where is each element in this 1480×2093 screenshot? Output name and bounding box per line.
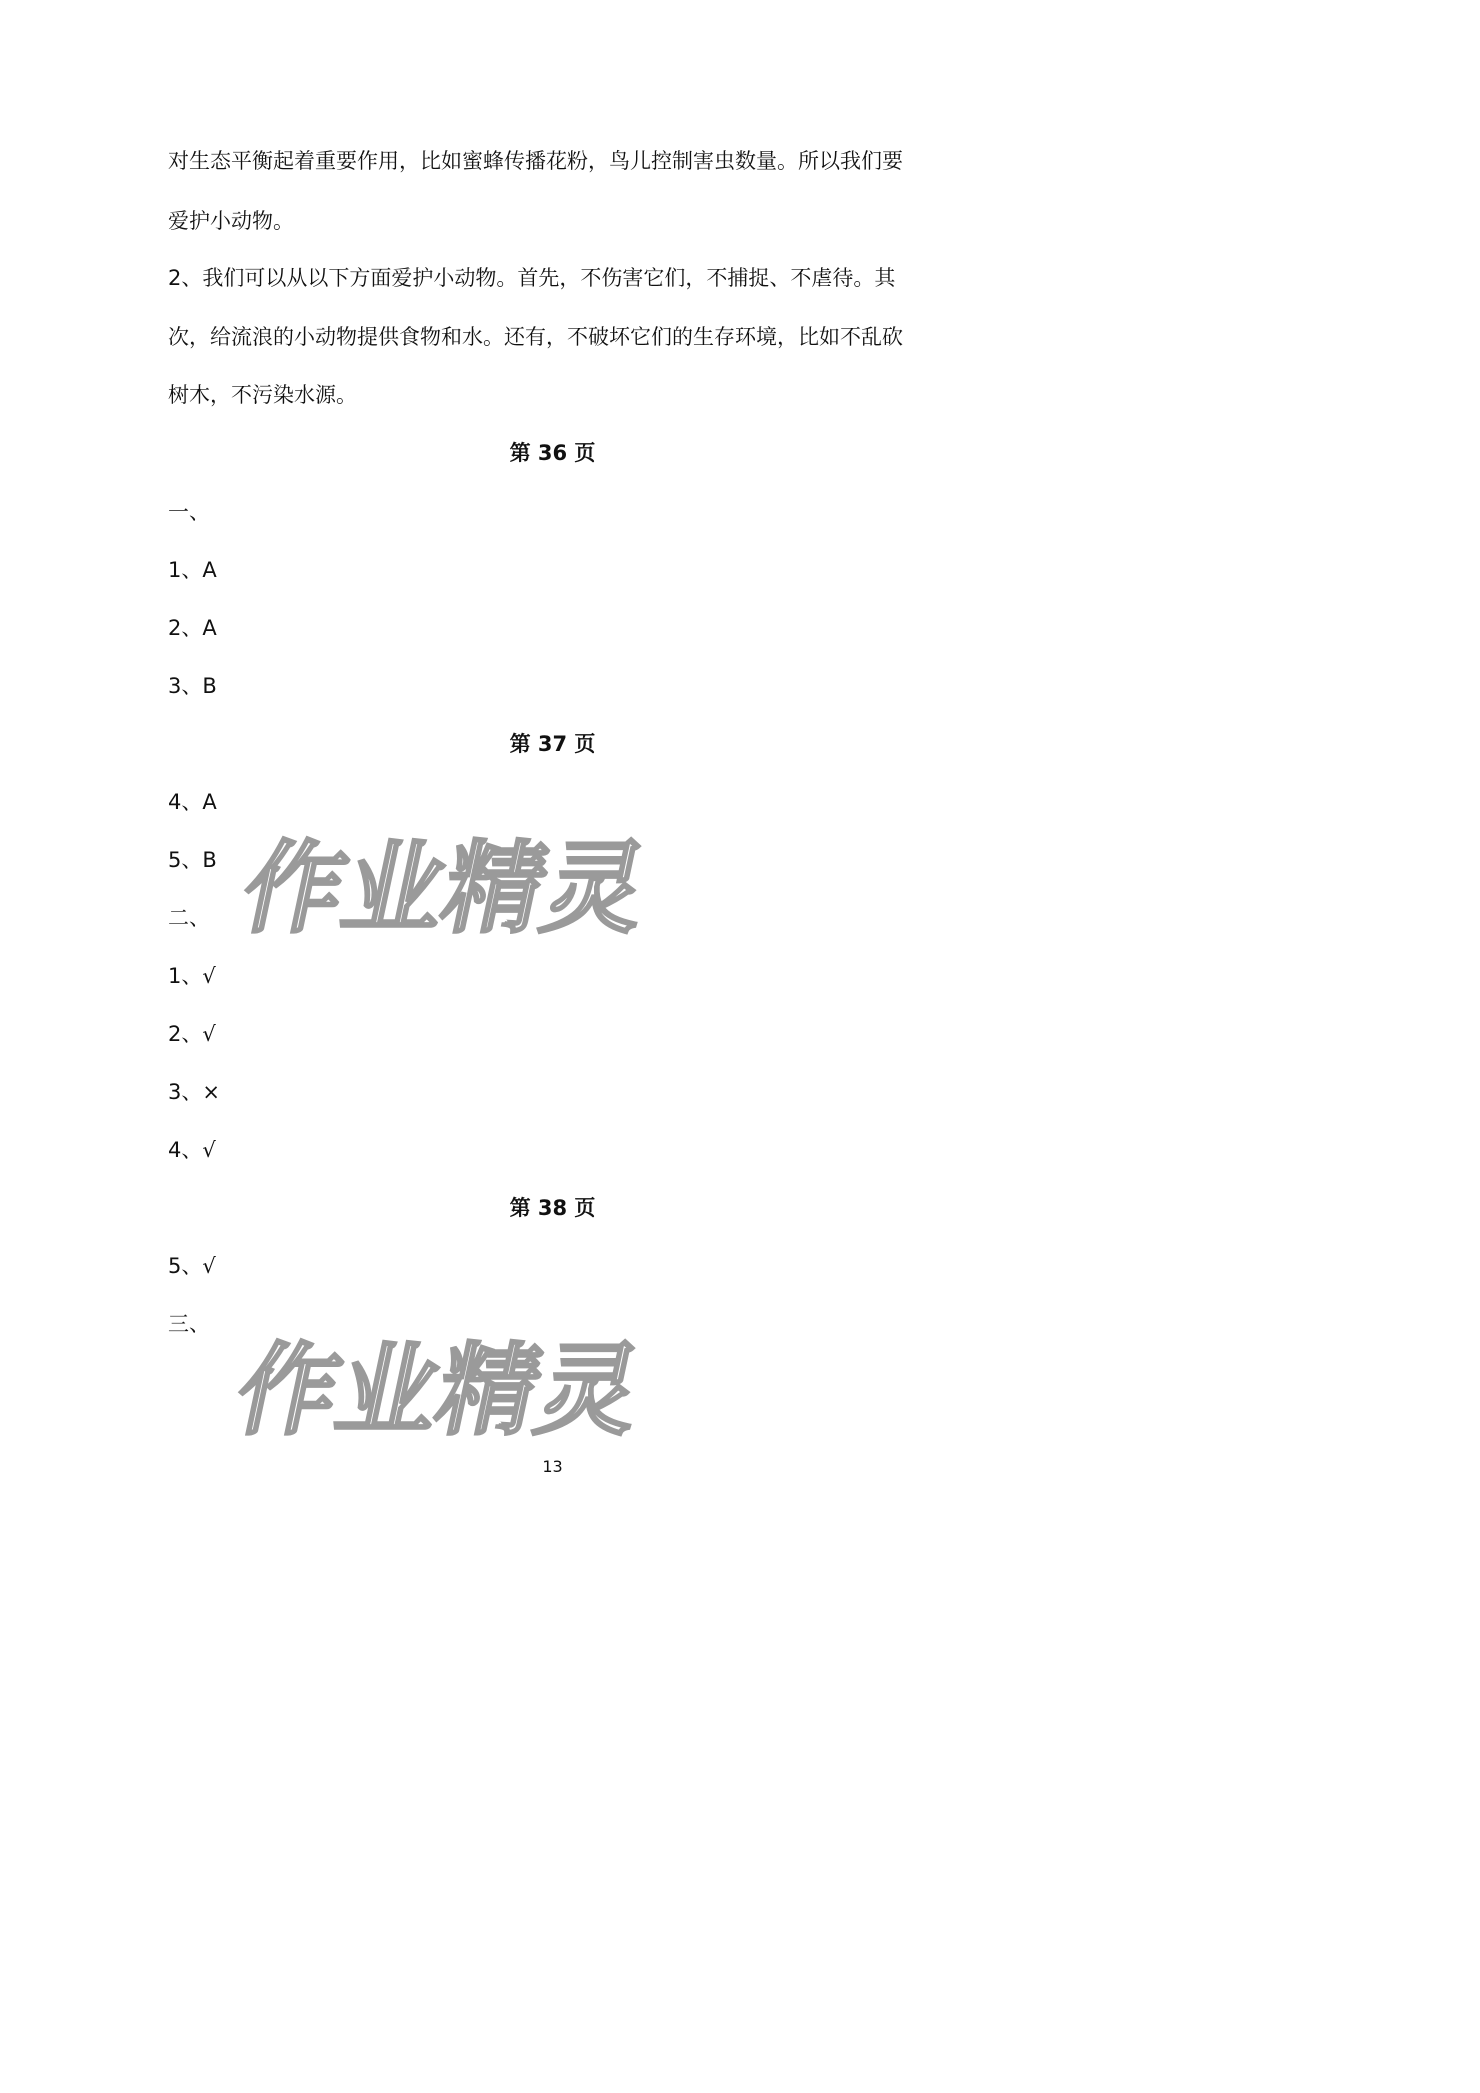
answer-item: 5、B [168, 848, 217, 872]
section-two-label: 二、 [168, 906, 210, 930]
answer-item: 4、√ [168, 1138, 216, 1162]
watermark [232, 818, 658, 948]
paragraph-line-1: 对生态平衡起着重要作用，比如蜜蜂传播花粉，鸟儿控制害虫数量。所以我们要 [168, 149, 903, 173]
answer-item: 4、A [168, 790, 217, 814]
watermark-text: 作业精灵 [226, 1332, 652, 1449]
section-one-label: 一、 [168, 500, 210, 524]
watermark-text: 作业精灵 [232, 830, 658, 947]
page-38-heading: 第 38 页 [509, 1196, 596, 1220]
answer-item: 1、A [168, 558, 217, 582]
page-36-heading: 第 36 页 [509, 441, 596, 465]
answer-item: 1、√ [168, 964, 216, 988]
answer-item: 2、√ [168, 1022, 216, 1046]
paragraph-line-5: 树木，不污染水源。 [168, 383, 357, 407]
answer-item: 2、A [168, 616, 217, 640]
page-37-heading: 第 37 页 [509, 732, 596, 756]
answer-item: 3、B [168, 674, 217, 698]
paragraph-line-2: 爱护小动物。 [168, 209, 294, 233]
answer-item: 3、× [168, 1080, 220, 1104]
page-number: 13 [542, 1457, 563, 1476]
watermark [226, 1320, 652, 1450]
section-three-label: 三、 [168, 1312, 210, 1336]
answer-item: 5、√ [168, 1254, 216, 1278]
paragraph-line-4: 次，给流浪的小动物提供食物和水。还有，不破坏它们的生存环境，比如不乱砍 [168, 325, 903, 349]
paragraph-line-3: 2、我们可以从以下方面爱护小动物。首先，不伤害它们，不捕捉、不虐待。其 [168, 266, 896, 290]
